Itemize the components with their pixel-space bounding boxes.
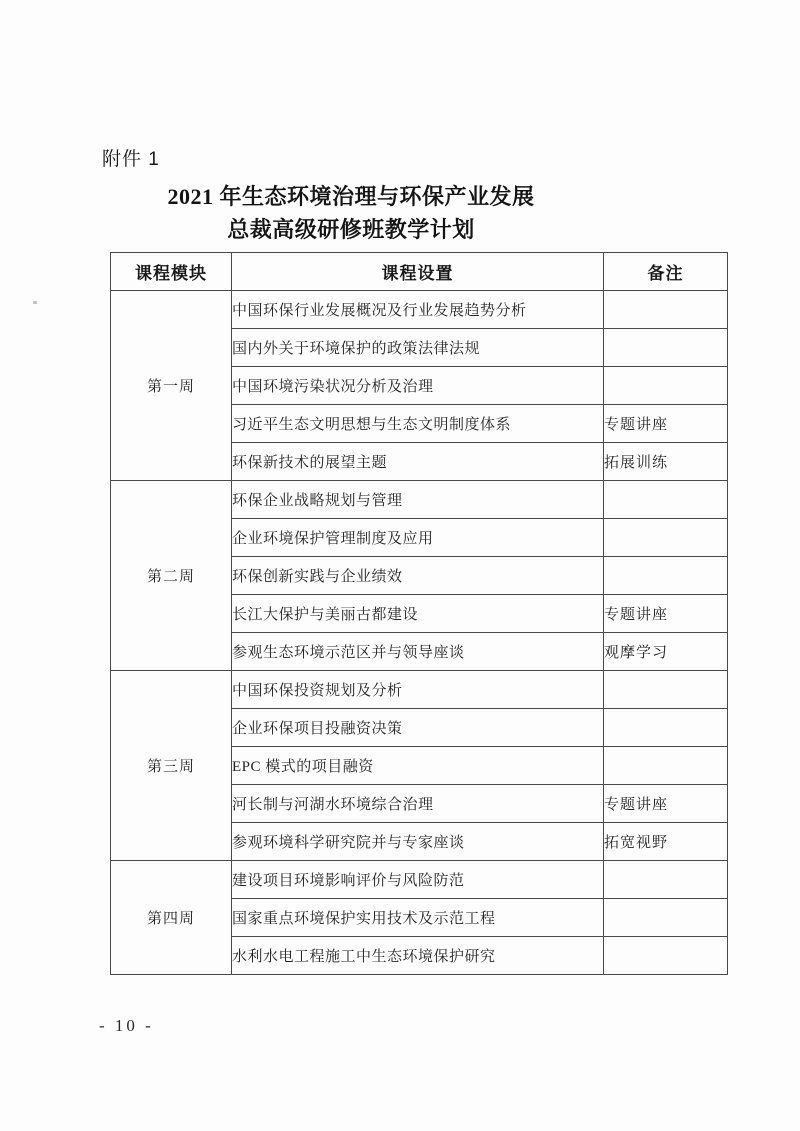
course-cell: 企业环保项目投融资决策 — [232, 709, 604, 747]
course-cell: 环保企业战略规划与管理 — [232, 481, 604, 519]
table-row — [111, 861, 728, 899]
module-cell: 第四周 — [111, 861, 232, 975]
remark-cell: 观摩学习 — [604, 633, 728, 671]
table-header-row — [111, 253, 728, 291]
course-cell: 中国环保行业发展概况及行业发展趋势分析 — [232, 291, 604, 329]
course-cell: 环保创新实践与企业绩效 — [232, 557, 604, 595]
course-cell: 水利水电工程施工中生态环境保护研究 — [232, 937, 604, 975]
remark-cell — [604, 671, 728, 709]
attachment-label: 附件 1 — [102, 149, 160, 170]
page-number: - 10 - — [99, 1016, 154, 1035]
header-course: 课程设置 — [232, 253, 604, 291]
course-cell: 企业环境保护管理制度及应用 — [232, 519, 604, 557]
table-row — [111, 671, 728, 709]
course-cell: 国内外关于环境保护的政策法律法规 — [232, 329, 604, 367]
header-module: 课程模块 — [111, 253, 232, 291]
course-cell: 中国环境污染状况分析及治理 — [232, 367, 604, 405]
remark-cell — [604, 709, 728, 747]
table-row — [111, 481, 728, 519]
course-cell: 环保新技术的展望主题 — [232, 443, 604, 481]
remark-cell — [604, 519, 728, 557]
remark-cell: 专题讲座 — [604, 405, 728, 443]
remark-cell — [604, 861, 728, 899]
course-cell: 习近平生态文明思想与生态文明制度体系 — [232, 405, 604, 443]
document-title — [0, 180, 702, 246]
course-cell: 长江大保护与美丽古都建设 — [232, 595, 604, 633]
module-cell: 第一周 — [111, 291, 232, 481]
course-cell: 参观环境科学研究院并与专家座谈 — [232, 823, 604, 861]
table-row — [111, 291, 728, 329]
title-line-1: 2021 年生态环境治理与环保产业发展 — [167, 184, 535, 209]
remark-cell: 专题讲座 — [604, 785, 728, 823]
course-cell: 中国环保投资规划及分析 — [232, 671, 604, 709]
course-cell: 建设项目环境影响评价与风险防范 — [232, 861, 604, 899]
remark-cell — [604, 557, 728, 595]
course-cell: 参观生态环境示范区并与领导座谈 — [232, 633, 604, 671]
course-table — [110, 252, 728, 975]
remark-cell — [604, 899, 728, 937]
title-line-2: 总裁高级研修班教学计划 — [227, 217, 475, 242]
course-table-body — [111, 291, 728, 975]
course-cell: EPC 模式的项目融资 — [232, 747, 604, 785]
remark-cell: 拓展训练 — [604, 443, 728, 481]
course-cell: 河长制与河湖水环境综合治理 — [232, 785, 604, 823]
course-cell: 国家重点环境保护实用技术及示范工程 — [232, 899, 604, 937]
remark-cell — [604, 937, 728, 975]
module-cell: 第二周 — [111, 481, 232, 671]
remark-cell — [604, 329, 728, 367]
remark-cell: 拓宽视野 — [604, 823, 728, 861]
header-remark: 备注 — [604, 253, 728, 291]
remark-cell — [604, 291, 728, 329]
remark-cell — [604, 481, 728, 519]
scan-speck — [33, 301, 37, 304]
remark-cell — [604, 367, 728, 405]
module-cell: 第三周 — [111, 671, 232, 861]
remark-cell: 专题讲座 — [604, 595, 728, 633]
remark-cell — [604, 747, 728, 785]
